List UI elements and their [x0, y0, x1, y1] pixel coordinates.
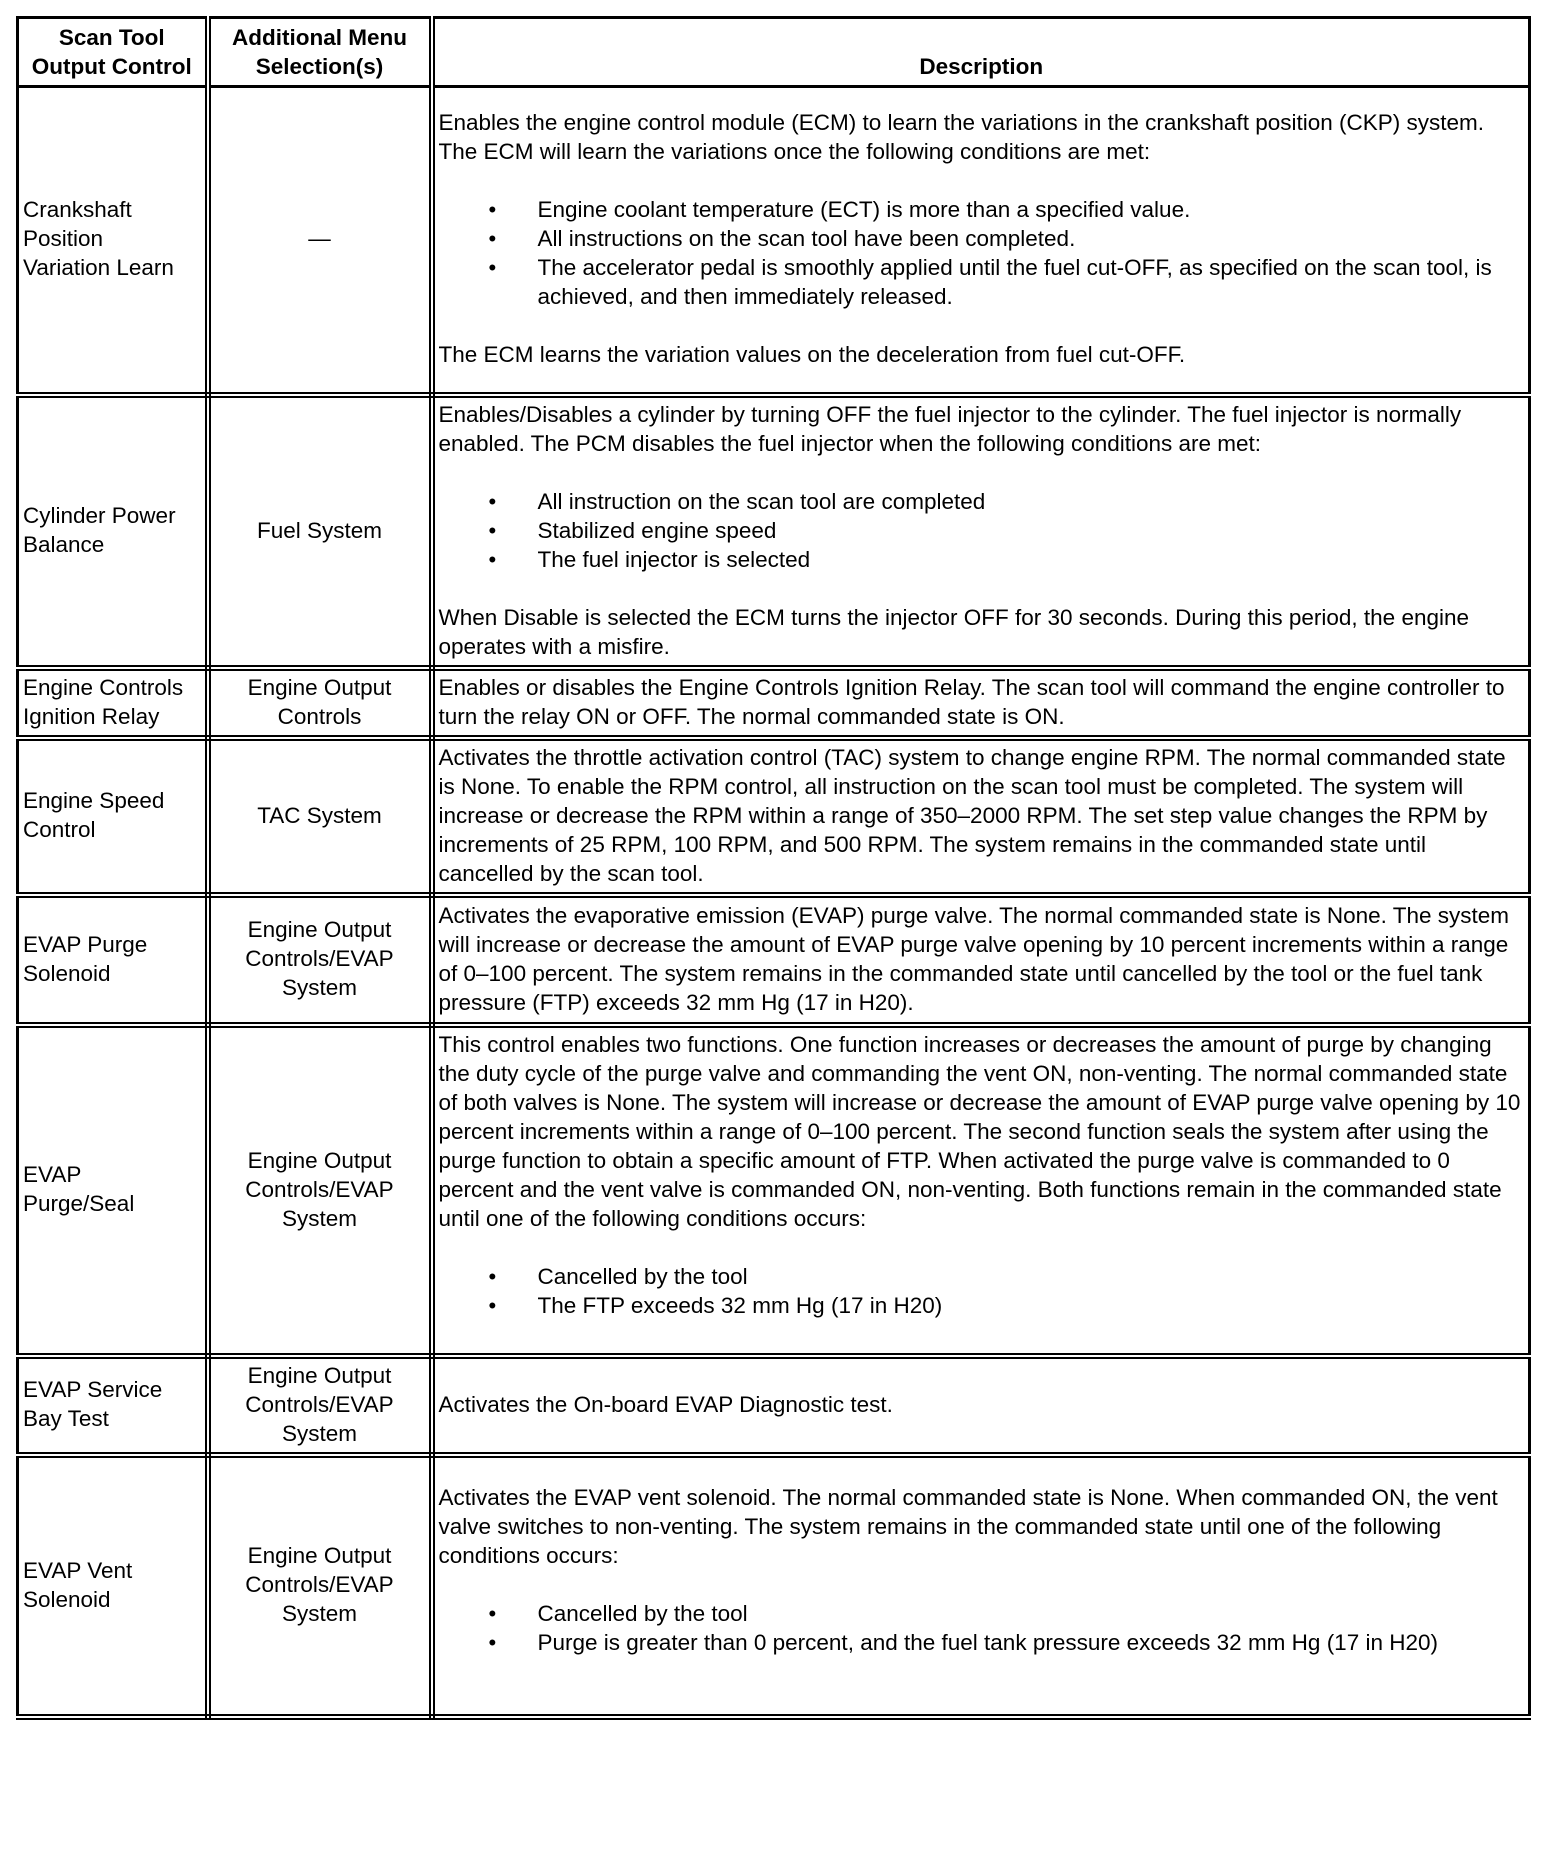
- list-item: • Engine coolant temperature (ECT) is more than a specified value.: [439, 195, 1525, 224]
- conditions-list: [439, 487, 1525, 574]
- menu-selection: —: [208, 87, 432, 395]
- header-additional-menu-selections: Additional Menu Selection(s): [208, 18, 432, 87]
- description-intro: Enables/Disables a cylinder by turning OFF the fuel injector to the cylinder. The fuel injector is normally enabled. The PCM disables the fuel injector when the following conditions are met:: [438, 401, 1462, 456]
- menu-selection: Engine Output Controls/EVAP System: [208, 1455, 432, 1717]
- list-item: • The fuel injector is selected: [439, 545, 1525, 574]
- description: [432, 395, 1530, 668]
- output-control-name: Cylinder Power Balance: [18, 395, 208, 668]
- table-row: [18, 1356, 1530, 1455]
- description: [432, 895, 1530, 1025]
- description: [432, 738, 1530, 895]
- menu-selection: Fuel System: [208, 395, 432, 668]
- table-row: [18, 1025, 1530, 1356]
- output-control-name: EVAP Purge/Seal: [18, 1025, 208, 1356]
- list-item: • The FTP exceeds 32 mm Hg (17 in H20): [439, 1291, 1525, 1320]
- description: [432, 87, 1530, 395]
- menu-selection: Engine Output Controls/EVAP System: [208, 895, 432, 1025]
- list-item: • All instruction on the scan tool are completed: [439, 487, 1525, 516]
- conditions-list: [439, 1599, 1525, 1657]
- table-row: [18, 895, 1530, 1025]
- description: [432, 668, 1530, 738]
- document: [16, 16, 1531, 1720]
- menu-selection: TAC System: [208, 738, 432, 895]
- table-row: [18, 738, 1530, 895]
- description-outro: The ECM learns the variation values on the deceleration from fuel cut-OFF.: [438, 342, 1186, 368]
- list-item: • The accelerator pedal is smoothly applied until the fuel cut-OFF, as specified on the scan tool, is achieved, and then immediately released.: [439, 253, 1525, 311]
- output-control-name: EVAP Vent Solenoid: [18, 1455, 208, 1717]
- description-intro: Activates the On-board EVAP Diagnostic test.: [438, 1391, 893, 1417]
- description-intro: Enables or disables the Engine Controls Ignition Relay. The scan tool will command the engine controller to turn the relay ON or OFF. The normal commanded state is ON.: [438, 674, 1505, 729]
- description: [432, 1356, 1530, 1455]
- conditions-list: [439, 1262, 1525, 1320]
- output-control-name: Engine Controls Ignition Relay: [18, 668, 208, 738]
- description-intro: This control enables two functions. One function increases or decreases the amount of purge by changing the duty cycle of the purge valve and commanding the vent ON, non-venting. The normal commanded state of both valves is None. The system will increase or decrease the amount of EVAP purge valve opening by 10 percent increments within a range of 0–100 percent. The second function seals the system after using the purge function to obtain a specific amount of FTP. When activated the purge valve is commanded to 0 percent and the vent valve is commanded ON, non-venting. Both functions remain in the commanded state until one of the following conditions occurs:: [438, 1031, 1521, 1231]
- output-control-name: EVAP Service Bay Test: [18, 1356, 208, 1455]
- list-item: • Stabilized engine speed: [439, 516, 1525, 545]
- description-intro: Activates the evaporative emission (EVAP) purge valve. The normal commanded state is None. The system will increase or decrease the amount of EVAP purge valve opening by 10 percent increments within a range of 0–100 percent. The system remains in the commanded state until cancelled by the tool or the fuel tank pressure (FTP) exceeds 32 mm Hg (17 in H20).: [438, 902, 1509, 1015]
- conditions-list: [439, 195, 1525, 311]
- list-item: • Cancelled by the tool: [439, 1599, 1525, 1628]
- menu-selection: Engine Output Controls/EVAP System: [208, 1025, 432, 1356]
- output-control-name: EVAP Purge Solenoid: [18, 895, 208, 1025]
- list-item: • Purge is greater than 0 percent, and the fuel tank pressure exceeds 32 mm Hg (17 in H20): [439, 1628, 1525, 1657]
- list-item: • Cancelled by the tool: [439, 1262, 1525, 1291]
- table-row: [18, 87, 1530, 395]
- scan-tool-output-controls-table: [16, 16, 1531, 1720]
- header-description: Description: [432, 18, 1530, 87]
- list-item: • All instructions on the scan tool have been completed.: [439, 224, 1525, 253]
- table-row: [18, 668, 1530, 738]
- menu-selection: Engine Output Controls/EVAP System: [208, 1356, 432, 1455]
- description: [432, 1455, 1530, 1717]
- header-scan-tool-output-control: Scan Tool Output Control: [18, 18, 208, 87]
- description-intro: Enables the engine control module (ECM) to learn the variations in the crankshaft position (CKP) system. The ECM will learn the variations once the following conditions are met:: [438, 110, 1485, 165]
- table-row: [18, 395, 1530, 668]
- table-row: [18, 1455, 1530, 1717]
- description: [432, 1025, 1530, 1356]
- table-header-row: [18, 18, 1530, 87]
- output-control-name: Crankshaft Position Variation Learn: [18, 87, 208, 395]
- description-intro: Activates the EVAP vent solenoid. The normal commanded state is None. When commanded ON, the vent valve switches to non-venting. The system remains in the commanded state until one of the following conditions occurs:: [438, 1485, 1498, 1568]
- output-control-name: Engine Speed Control: [18, 738, 208, 895]
- description-outro: When Disable is selected the ECM turns the injector OFF for 30 seconds. During this period, the engine operates with a misfire.: [438, 604, 1470, 659]
- menu-selection: Engine Output Controls: [208, 668, 432, 738]
- description-intro: Activates the throttle activation control (TAC) system to change engine RPM. The normal commanded state is None. To enable the RPM control, all instruction on the scan tool must be completed. The system will increase or decrease the RPM within a range of 350–2000 RPM. The set step value changes the RPM by increments of 25 RPM, 100 RPM, and 500 RPM. The system remains in the commanded state until cancelled by the scan tool.: [438, 744, 1506, 886]
